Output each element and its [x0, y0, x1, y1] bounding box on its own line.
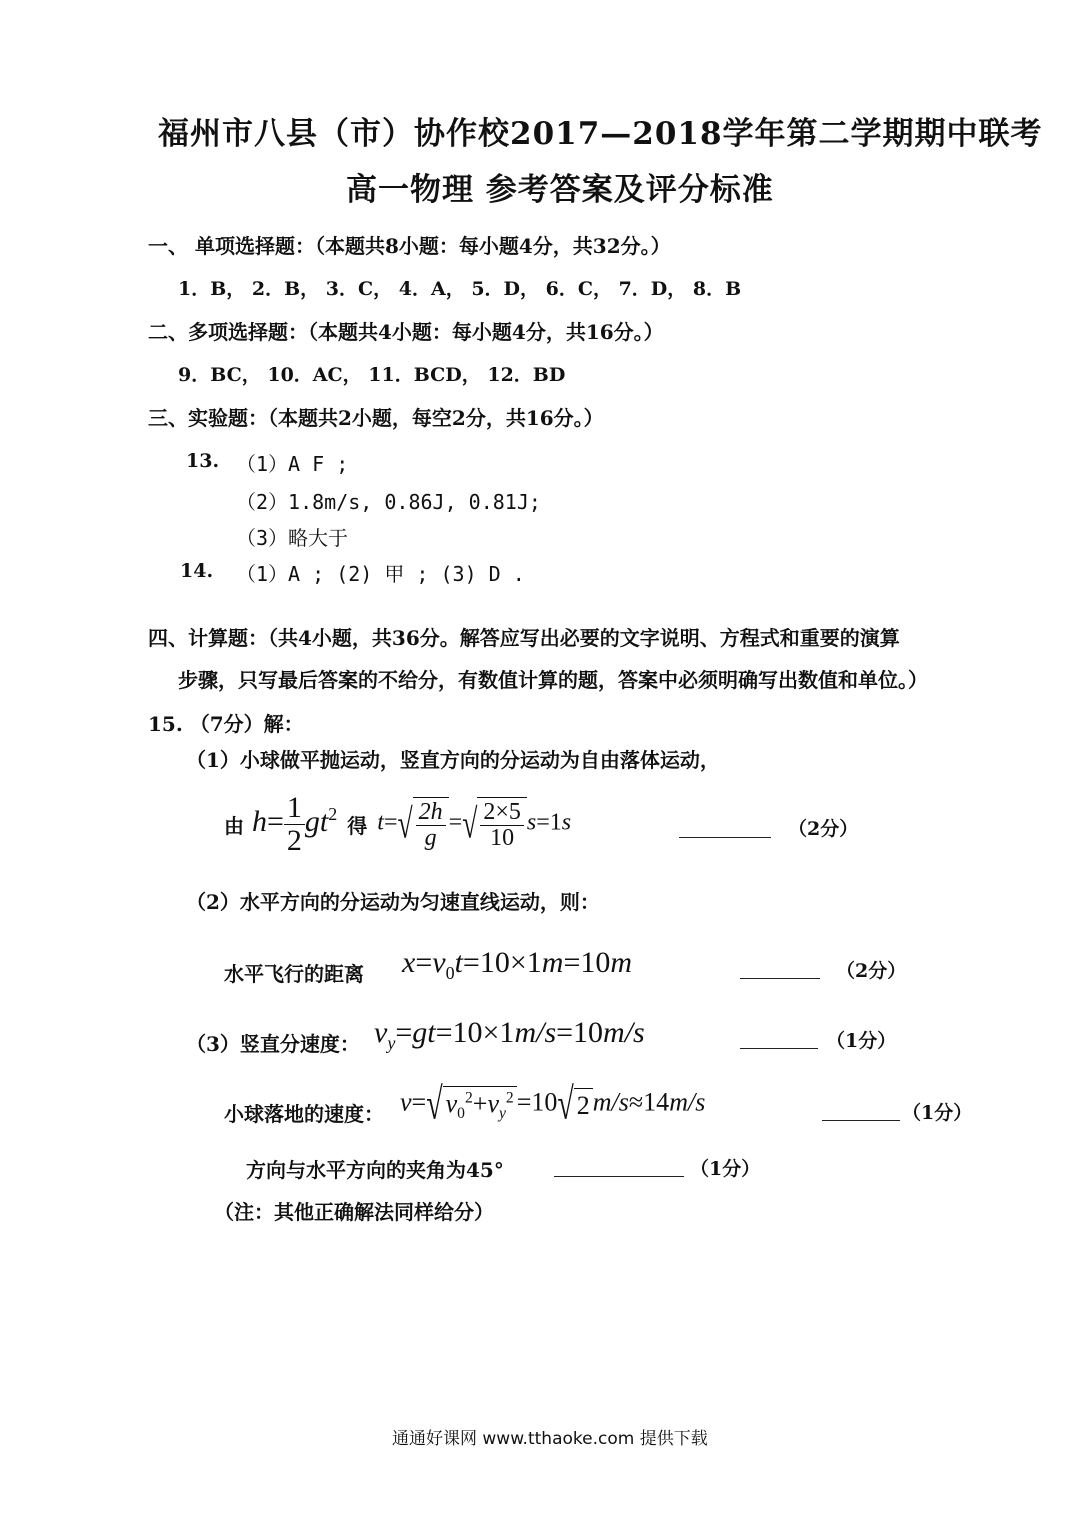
formula-t-eq: t=√ $\frac{2h}{g}$ =√ $\frac{2\times 5}{10}$ s=1s: [377, 798, 572, 851]
q15-landing-score: （1分）: [902, 1102, 973, 1124]
q15-landing-label: 小球落地的速度：: [224, 1102, 384, 1126]
section-1-answers: 1．B， 2．B， 3．C， 4．A， 5．D， 6．C， 7．D， 8．B: [178, 278, 742, 300]
q13-answer-1: （1）A F ;: [236, 452, 349, 476]
q15-part1-formula: [224, 784, 571, 864]
dash-line: [822, 1110, 900, 1129]
page-title: 福州市八县（市）协作校2017—2018学年第二学期期中联考: [158, 116, 1043, 152]
formula-mid-word: 得: [347, 813, 368, 838]
section-2-header: 二、多项选择题：（本题共4小题：每小题4分，共16分。）: [148, 320, 664, 344]
q13-number: 13.: [186, 450, 220, 472]
formula-prefix: 由: [224, 813, 244, 838]
q15-part1-text: （1）小球做平抛运动，竖直方向的分运动为自由落体运动，: [186, 748, 720, 772]
dash-line: [679, 827, 771, 846]
q15-part3-label: （3）竖直分速度：: [186, 1032, 360, 1056]
q15-direction-score: （1分）: [690, 1158, 761, 1180]
q15-note: （注：其他正确解法同样给分）: [214, 1200, 494, 1224]
dash-line: [554, 1166, 684, 1185]
q15-part3-score: （1分）: [826, 1030, 897, 1052]
section-2-answers: 9．BC， 10．AC， 11．BCD， 12．BD: [178, 364, 566, 386]
q15-part2-formula: $x=v_0t=10\times 1m=10m$: [402, 946, 633, 983]
section-3-header: 三、实验题：（本题共2小题，每空2分，共16分。）: [148, 406, 604, 430]
q14-answer: （1）A ; (2) 甲 ; (3) D .: [236, 562, 525, 586]
q15-direction-text: 方向与水平方向的夹角为45°: [246, 1158, 504, 1182]
page-subtitle: 高一物理 参考答案及评分标准: [346, 172, 774, 208]
page-footer: 通通好课网 www.tthaoke.com 提供下载: [392, 1429, 708, 1449]
q15-part2-text: （2）水平方向的分运动为匀速直线运动，则：: [186, 890, 600, 914]
section-1-header: 一、 单项选择题：（本题共8小题：每小题4分，共32分。）: [148, 234, 671, 258]
q15-part3-formula: $v_y=gt=10\times 1m/s=10m/s$: [374, 1016, 645, 1053]
q15-part2-score: （2分）: [836, 960, 907, 982]
q15-part1-score: （2分）: [788, 818, 859, 840]
section-4-header-line1: 四、计算题：（共4小题，共36分。解答应写出必要的文字说明、方程式和重要的演算: [148, 626, 900, 650]
section-4-header-line2: 步骤，只写最后答案的不给分，有数值计算的题，答案中必须明确写出数值和单位。）: [178, 668, 928, 692]
q15-part2-label: 水平飞行的距离: [224, 962, 364, 986]
q13-answer-3: （3）略大于: [236, 526, 349, 550]
q14-number: 14.: [180, 560, 214, 582]
formula-h-eq: h= $\frac{1}{2}$ $gt^2$: [252, 791, 338, 857]
q13-answer-2: （2）1.8m/s, 0.86J, 0.81J;: [236, 490, 541, 514]
dash-line: [740, 1038, 818, 1057]
q15-landing-formula: v=√ $v_0^2+v_y^2 =10√$ 2 m/s≈14m/s: [400, 1079, 706, 1129]
dash-line: [740, 968, 820, 987]
q15-title: 15. （7分）解：: [148, 712, 304, 736]
